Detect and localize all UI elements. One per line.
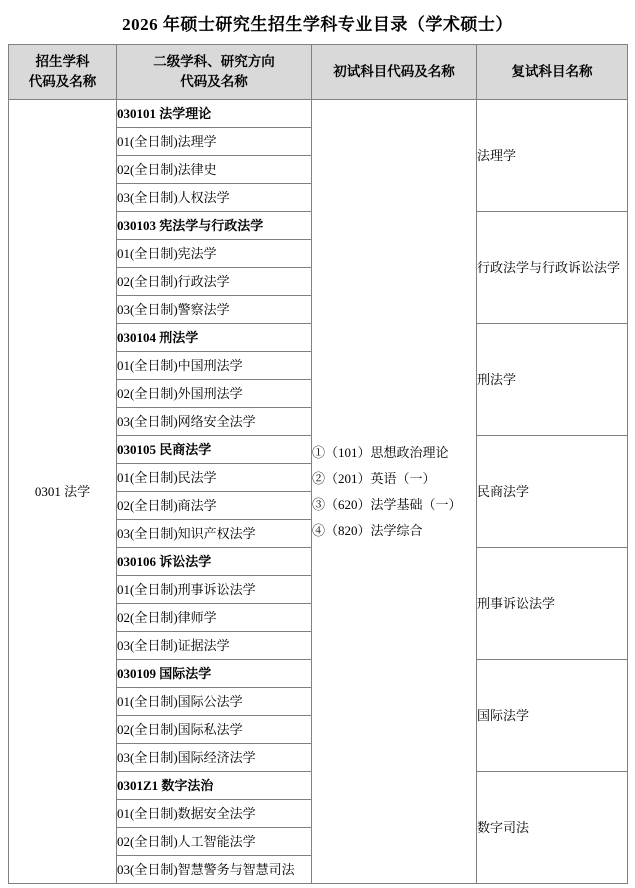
column-header-exam-subjects-line1: 初试科目代码及名称 (333, 64, 455, 80)
subdiscipline-heading: 030106 诉讼法学 (117, 548, 312, 576)
column-header-subdiscipline-line1: 二级学科、研究方向 (153, 54, 275, 70)
retest-subject-cell: 民商法学 (477, 436, 628, 548)
retest-subject-cell: 法理学 (477, 100, 628, 212)
column-header-retest-subjects-line1: 复试科目名称 (511, 64, 593, 80)
research-direction: 01(全日制)民法学 (117, 464, 312, 492)
column-header-major-line2: 代码及名称 (28, 74, 97, 89)
research-direction: 01(全日制)法理学 (117, 128, 312, 156)
research-direction: 03(全日制)智慧警务与智慧司法 (117, 856, 312, 884)
page-title: 2026 年硕士研究生招生学科专业目录（学术硕士） (122, 15, 513, 34)
research-direction: 03(全日制)人权法学 (117, 184, 312, 212)
research-direction: 01(全日制)宪法学 (117, 240, 312, 268)
table-row (9, 100, 628, 128)
table-body (9, 100, 628, 884)
exam-subject-item: ③（620）法学基础（一） (312, 496, 462, 512)
research-direction: 01(全日制)国际公法学 (117, 688, 312, 716)
exam-subject-item: ②（201）英语（一） (312, 470, 436, 486)
retest-subject-cell: 行政法学与行政诉讼法学 (477, 212, 628, 324)
column-header-major-line1: 招生学科 (35, 54, 90, 70)
research-direction: 03(全日制)证据法学 (117, 632, 312, 660)
research-direction: 01(全日制)数据安全法学 (117, 800, 312, 828)
exam-subjects-list (312, 440, 476, 544)
major-cell: 0301 法学 (9, 100, 117, 884)
column-header-subdiscipline (117, 45, 312, 100)
exam-subject-item: ①（101）思想政治理论 (312, 444, 449, 460)
table-header (9, 45, 628, 100)
research-direction: 02(全日制)行政法学 (117, 268, 312, 296)
exam-subject-item: ④（820）法学综合 (312, 522, 423, 538)
exam-subjects-cell (312, 100, 477, 884)
column-header-major (9, 45, 117, 100)
research-direction: 02(全日制)外国刑法学 (117, 380, 312, 408)
research-direction: 02(全日制)人工智能法学 (117, 828, 312, 856)
subdiscipline-heading: 030109 国际法学 (117, 660, 312, 688)
retest-subject-cell: 刑法学 (477, 324, 628, 436)
subdiscipline-heading: 030103 宪法学与行政法学 (117, 212, 312, 240)
research-direction: 02(全日制)律师学 (117, 604, 312, 632)
research-direction: 02(全日制)商法学 (117, 492, 312, 520)
subdiscipline-heading: 030104 刑法学 (117, 324, 312, 352)
subdiscipline-heading: 0301Z1 数字法治 (117, 772, 312, 800)
research-direction: 03(全日制)网络安全法学 (117, 408, 312, 436)
research-direction: 03(全日制)知识产权法学 (117, 520, 312, 548)
retest-subject-cell: 国际法学 (477, 660, 628, 772)
research-direction: 03(全日制)国际经济法学 (117, 744, 312, 772)
retest-subject-cell: 数字司法 (477, 772, 628, 884)
subdiscipline-heading: 030105 民商法学 (117, 436, 312, 464)
research-direction: 02(全日制)国际私法学 (117, 716, 312, 744)
column-header-retest-subjects (477, 45, 628, 100)
research-direction: 02(全日制)法律史 (117, 156, 312, 184)
admissions-catalog-table (8, 44, 628, 884)
column-header-subdiscipline-line2: 代码及名称 (180, 74, 248, 89)
retest-subject-cell: 刑事诉讼法学 (477, 548, 628, 660)
column-header-exam-subjects (312, 45, 477, 100)
research-direction: 01(全日制)刑事诉讼法学 (117, 576, 312, 604)
research-direction: 01(全日制)中国刑法学 (117, 352, 312, 380)
research-direction: 03(全日制)警察法学 (117, 296, 312, 324)
table-header-row (9, 45, 628, 100)
subdiscipline-heading: 030101 法学理论 (117, 100, 312, 128)
